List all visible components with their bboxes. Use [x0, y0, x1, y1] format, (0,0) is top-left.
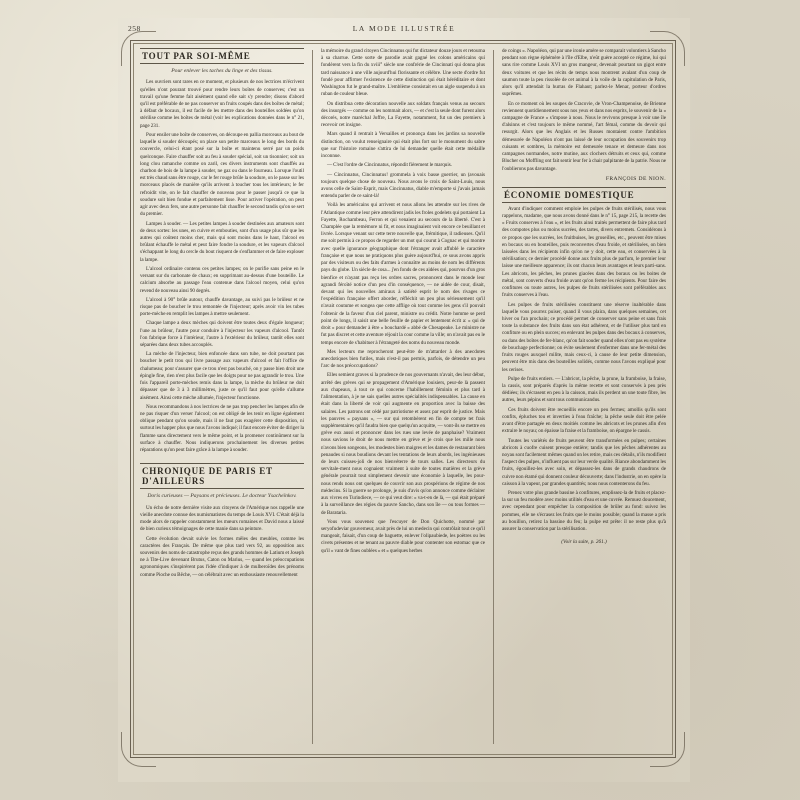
section-heading-tout-par-soi-meme: TOUT PAR SOI-MÊME — [140, 48, 304, 64]
paragraph: L'alcool ordinaire contenu ces petites lampes; on le purifie sans peine en le versant sur du carbonate de chaux; en supprimant au-dessus d'une bouteille. Le calcium absorbe au passage l'eau contenue dans l'alcool moyen, celui qu'on revend de nouveau ainsi 90 degrés. — [140, 265, 304, 294]
paragraph: Mars quand il rentrait à Versailles et prononça dans les jardins sa nouvelle distinction, on voulut renseignaire qui était plus fort sur le monument du sabre que sur l'histoire romaine s'attira de lui demander quelle était cette médaille inconnue. — [321, 131, 485, 160]
paragraph: Un écho de notre dernière visite aux citoyens de l'Amérique nos rappelle une vieille anecdote connue des numismatistes du temps de Louis XVI. C'était déjà la mode alors de rappeler constamment les mœurs romaines et David nous a laissé de bien curieux témoignages de cette manie dans sa peinture. — [140, 504, 304, 533]
paragraph: Voilà les américains qui arrivent et nous allons les attendre sur les rives de l'Atlantique comme leur père attendirent jadis les froles godelets qui portaient La Fayette, Rochambeau, Ferron et qui venaient au secours de la liberté. C'est à Champlée que la remémore ni fit, et nous imaginaient voit encore ce beuillant et livrée. Lorsque venant sur cette terre nouvelle que, frémitique, il radieuses. Qu'il me soit permis à ce propos de regarder un mot qui courut à Cognac et qui montre avec quelle ignorance géographique dont l'étranger avait affublé le caractère française et que nous ne pratiquons plus guère aujourd'hui, ce sous avons appris par des visiteurs ou des faits d'armes à connaître au moins de nom les différents pays du globe. Un siècle de cosa... j'en fonds de ces aidées qui, pourvus d'un gros bienfice et n'ayant pas reçu les ordres sacres, prononcent dans le monde leur agrandi féroïté notice d'un peu d'in conséquence, — ne aidée de cour, disait, devant qui les nouvelles amiraux à satiété esprit le nom des rivages ce l'expédition française offert aborder, réfléchit un peu plus sérieusement qu'il n'avait coutume et songea que cette afflige où tout comme les gens s'il pouvait l'obtenir de la faveur d'un ciel parent, ministre ou crédit. Notre homme se perd point de longs, il saisit une belle feuille de papier et lentement écrit a: « qui de droit » pour demander à être « bouchardé » abbé de Chesapeake. Le ministre ne fut pas discret et cette aventure réjouit la cour comme la ville; on n'avait pas eu le temps encore de s'habituer à l'étrangeté des noms du nouveau monde. — [321, 202, 485, 346]
paragraph: Chaque lampe a deux mèches qui doivent être toutes deux d'égale longueur; l'une au brûleur, l'autre pour conduire à l'injecteur les vapeurs d'alcool. Tantôt l'on fabrique force à l'intérieur, l'autre à l'extérieur du brûleur, tantôt elles sont séparées dans deux tubes accouplés. — [140, 320, 304, 349]
paragraph: Les ouvriers sont rares en ce moment, et plusieurs de nos lectrices m'écrivent qu'elles n'ont pourant trouvé pour rendre leurs boîtes de conserves; c'est un travail qu'une femme fait aisément quand elle sait s'y prendre; disons d'abord qu'il est préférable de ne pas conserver un fruits coupés dans des boîtes de métal; à défaut de bocaux, il est facile de les mettre dans des bouteilles soldées qu'on stérilise comme les boîtes de métal (voir les explications données dans le n° 21, page 231. — [140, 79, 304, 129]
paragraph: Toutes les variétés de fruits peuvent être transformées en pulpes; certaines abricots à cuofre cuisent presque entière; tandis que les pêches adhérentes au noyau sont facilement mêmes quand on les retire, mais ces détails, n'ils modifient l'aspect des pulpes, n'influent pas sur leur verde qualité. Riance abondamment les fruits, égouillez-les avec soin, et dépassez-les dans de grands chaudrons de cuivre non étamé qui donnent couleur découverte; dans l'industrie, on en opère la caisson à la vapeur, par grandes quantités; nous nous contenterons du feu. — [502, 437, 666, 487]
paragraph: Elles semient graves si la prudence de nos gouvernants n'avait, des leur début, arrêté des grèves qui se propagement d'Amérique louisiers, peur-de là passent aux chapeaux, à tout ce qui concerne l'habillement féminin et plus tard à l'alimentation, à je ne sais quelles autres spécialités indispensables. La cause en était dans la liberté de voir qui augmente en proportion avec la baisse des salaires. Les patrons ont cédé par patriotisme et assez par esprit de justice. Mais les pauvres « paysans », — sur qui retombèrent en fin de compte tet frais supplémentaires qu'il faudra bien que quelqu'un acquitte, — vont-ils se mettre en grève eux aussi et prononcer dans les rues une levée de panphaise? Vraiment nous savions le droit de nous mettre en grève et je crois que les mille nous n'avons bien songeons, les modestes bien maigres et les dames de restaurant bien penaudes si nous boudions devant les tentations de leurs abords, les ingénieuses de leurs cuisses-joli de nos bienvéterre de tours salles. Les directeurs du servitale-ment nous cognaient vraiment à suite de toutes matières et la grève générale pourrait tout simplement devenir une économie à laquelle, les pour-nous rends nous ont quelques de couvrir son aux prospérions de régime de nos médecins. Si la guerre se prolonge, je suis d'avis qu'on annonce comme déclairer aux vivres en Turindiece, — ce qui veut dire: « va-t-en de là, — qui était préparé à la surveillance des régies du pauvre Sancho, dans son île — ou tous formes — de Barataria. — [321, 372, 485, 516]
paragraph: La mèche de l'injecteur, bien enfoncée dans son tube, ne doit pourtant pas boucher le petit trou qui livre passage aux vapeurs d'alcool et fait l'office de chalumeau; pour s'assurer que ce trou n'est pas bouché, on y passe bien droit une épingle fine, rien n'est plus facile que les doigts pour ne pas agrandir le trou. Une fois l'appareil porte-mèches remis dans la lampe, la mèche du brûleur ne doit dépasser que de 3 à 3 millimètres, juste ce qu'il faut pour qu'elle s'allume aisément. Ainsi cette mèche allumée, l'injecteur fonctionne. — [140, 351, 304, 401]
paragraph: Avant d'indiquer comment emploie les pulpes de fruits stérilisés, nous vous rappelons, madame, que nous avons donné dans le n° 15, page 215, la recette des « Fruits conserves à l'eau », et les fruits ainsi traités permettent de faire plus tard des compotes plus ou moins sucrées, des tartes, divers entremets. Considérons à ce propos que les sucrées, les fruitbuises, les groseilles, etc., peuvent être mises en bocaux ou en bouteilles, puis reconvertes d'eau froide, et stérilisées, on bien laissées dans les récipients infin qu'on ne y doit, cette eau, et conservées à la stérilisation; ce dernier procédé donne aux fruits plus de parfum, le premier leur laisse une meilleure apparence; ils ont chacun leurs avantages et leurs parti-sans. Les abricots, les pêches, les prunes giacées dans des boraux ou les boites de métal, sont converts d'eau froide avant qu'on ferme les récipients. Pour faire des confitures ou toute autres, les pulpes de fruits stérilisées sont préférables aux fruits conserves à l'eau. — [502, 205, 666, 299]
paragraph: On distribua cette décoration nouvelle aux soldats français venus au secours des insurgés — comme on les nommait alors, — et c'est la seule dont furent alors décorés, notre maréchal Joffre, La Fayette, notamment, fut un des premiers à recevoir cet insigne. — [321, 100, 485, 129]
paragraph: Mes lecteurs me reprocheront peut-être de m'attarder à des anecdotes anecdotiques bien futiles, mais n'est-il pas permis, parfois, de détendre un peu l'arc de nos préoccupations? — [321, 348, 485, 370]
paragraph: de coings ». Napoléon, qui par une ironie amère se comparait volontiers à Sancho pendant son règne éphémère à l'île d'Elbe, n'eût guère accepté ce régime, lui qui sans rire comme Louis XVI un gros mangeur, devenait pourtant un gigot entre deux voitures et que les récits de temps nous montrent avalant d'un coup de saumon toute la peu rissolée de cet animal à la voile de la capitulation de Paris, alors qu'il attendait la hurras de Flahaut; parlez-le Menar, porteur d'ordres suprêmes. — [502, 48, 666, 98]
paragraph: Nous recommandons à nos lectrices de ne pas trop pencher les lampes afin de ne pas risquer d'un verser l'alcool; on est obligé de les tenir en ligne également oblique pendant qu'on soude, mais il ne faut pas exagérer cette disposition, ni surtout les happer plus que nous l'avons indiqué; il faut encore éviter de diriger la flamme sans directement vers le même point, et la promener continûment sur la surface à chauffer. Nous indiquerons prochainement les diverses petites réparations qu'on peut faire grâce à la lampe à souder. — [140, 403, 304, 454]
section-heading-economie-domestique: ÉCONOMIE DOMESTIQUE — [502, 187, 666, 203]
section-subtitle-chronique-de-paris: Doris curieuses — Paysans et précieuses. Le docteur Ysacheïnkov. — [147, 493, 297, 500]
paragraph: — Cincinnatus, Cincinnatus! grommela à voix basse guerrier, un (avouais toujours quelque chose de nouveau. Nous avons le croix de Saint-Louis, nous avons celle de Saint-Esprit, mais Cincinnatus, diable m'emporte si j'avais jamais entendu parler de ce saint-là! — [321, 171, 485, 200]
paragraph: Pulpe de fruits entiers. — L'abricot, la pêche, la prune, la framboise, la fraise, la cassis, sont préparés d'après la même recette et sont conservés à peu près dédiées; ils s'écrasent en peu à la caisson, mais ils perdent un une toute fibre, les autres, leurs pépins et sont tous communicandus. — [502, 375, 666, 404]
text-columns — [140, 48, 666, 748]
paragraph: Cette évolution devait suivie les formes mêles des meubles, comme les caractères des Français. De même que plus tard vers 92, au opposition aux souvenirs des noms de catastrophe reçus des grands hommes de Latium et Joseph ne à Tite-Live devenant Brutus, Caton ou Marius, — quand les préoccupations agronomiques s'inspirèrent pas l'idée d'indiquer à de mulberoïdes des prénoms comme Pioche ou Bêche, — on célébrait avec un enthousiaste renouvellement — [140, 535, 304, 578]
running-title: LA MODE ILLUSTRÉE — [352, 24, 456, 33]
paragraph: Lampes à souder. — Les petites lampes à souder destinées aux amateurs sont de deux sortes: les unes, en cuivre et embouties, sont d'un usage plus sûr que les autres qui coûtent moins cher, mais qui sont moins dans le haut, l'alcool en brûlant échauffe le métal et peut faire fondre la soudure, et les vapeurs d'alcool s'échappant le long du cercle du bout risquent de s'enflammer et de faire exploser la lampe. — [140, 220, 304, 263]
article-signature: FRANÇOIS DE NION. — [605, 175, 666, 182]
column-3 — [502, 48, 666, 748]
paragraph: la mémoire du grand citoyen Cincinnatus qui fut dictateur douze jours et retourna à sa charrue. Cette sorte de parodie avait gagné les colons américains qui fondèrent vers la fin du xviii° siècle une confrérie de Cincinnati qui donna plus tard naissance à une ville aujourd'hui florissante et célèbre. Une secte d'ordre fut fondé pour affirmer l'existence de cette distinction qui était héréditaire et dont Washington fut le grand-maître. L'emblème consistait en un aigle suspendu à un ruban de couleur bleue. — [321, 48, 485, 98]
column-rule-1 — [312, 50, 313, 744]
paragraph: — C'est l'ordre de Cincinnatus, répondit fièrement le marquis. — [327, 162, 453, 169]
paragraph: Ces fruits doivent être recueillis encore un peu fermes; amollis qu'ils sont confits, épluches tou et inverties à l'eau fraîche; la pêche seule doit être pelée avant d'être partagée en deux moitiés comme les abricots et les prunes afin d'en extraire le noyau; on épaisse la fraise et la framboise, on épargne le cassis. — [502, 406, 666, 435]
column-1 — [140, 48, 304, 748]
section-heading-chronique-de-paris: CHRONIQUE DE PARIS ET D'AILLEURS — [140, 463, 304, 489]
paragraph: Pour ensiler une boîte de conserves, on découpe en pallia morceaux au bout de laquelle si souder découpés; on place son petite marceaux le long des bords du couvercle, celui-ci étant posé sur la boîte et maintenu serré par un poids quelconque. Faire chauffer soit au feu à souder spécial, soit un tisonnier; soit un long clou ramanche comme on zaril, ces divers instruments sont chauffés au charbon de bois de la lampe à souder, ne gaz ou dans le fourneau. Lorsque l'outil est très chaud sans être rouge, car le fer rouge brûle la soudure, on le passe sur les morceaux placés de manière qu'ils arrivent à toucher tous les intérieurs; le fer refroidit vite, on le fait chauffer de nouveau pour le passer jusqu'à ce que la soudure soit bien fondue et parfaitement lisse. Pour activer l'opération, on peut agir avec deux fers, une autre personne fait chauffer le second tandis qu'on se sert du premier. — [140, 131, 304, 218]
paragraph: Les pulpes de fruits stérilisées constituent une réserve inaltérable dans laquelle vous pourrez puiser, quand il vous plaira, dans quelques semaines, cet hiver ou l'an prochain; ce procédé permet de conserver sans peine et sans frais toute la substance des fruits dans son état adhérent, et de l'utiliser plus tard en confiture ou en plein succes; en enlevant les pulpes dans des bocaux à conserves, ou dans des boîtes de fer-blanc, qu'on fait souder quand elles n'ont pas eu système de bouchage perfectionne; on évite seulement d'enfermer dans une fer-métal des fruits rouges auxquel milite, mais ceux-ci, à cause de leur petite dimension, peuvent être mis dans des bouteilles solidés, comme nous l'avons expliqué pour les cerises. — [502, 301, 666, 373]
paragraph: Vous vous souvenez que l'escuyer de Don Quichotte, nommé par seryofudeviar gouverneur, avait près de lui un medecin qui contrôlait tout ce qu'il mangeait, faisait, d'un coup de baguette, enlever l'olipaubiede, les poètres ou les civets présentes et ne tenant au pauvre diable pour contenter son estomac que ce qu'il « vant de fines oublées » et « quelques herbes — [321, 518, 485, 554]
column-rule-2 — [493, 50, 494, 744]
column-2 — [321, 48, 485, 748]
section-subtitle-tout-par-soi-meme: Pour enlever les taches du linge et des tissus. — [171, 68, 273, 74]
paragraph: L'alcool à 90° brûle autour, chauffe davantage, au suivi pas le brûleur et ne risque pas de boucher le trou remontée de l'injecteur; après avoir vin les tubes porte-mèche en remplit les lampes à mettre seulement. — [140, 296, 304, 318]
section-spacer — [140, 456, 304, 463]
page-number: 258 — [128, 24, 141, 33]
paragraph: Prenez votre plus grande bassine à confitures, emplissez-la de fruits et placez-la sur un feu modère avec moins utilités d'eau et une cuvrée. Remuez doucement, avec cependant pour empêcher la composition de brûler au fond: suivez les pommes, elle ne s'écrasez les fruits que le moins possible; quand la masse a pris au bouillon, retirez la bassine du feu; la pulpe est prête: il ne reste plus qu'à assurer la conservation par la stérilisation. — [502, 490, 666, 533]
continuation-note: (Voir la suite, p. 261.) — [561, 539, 607, 546]
paragraph: En ce moment où les soupes de Cracovie, de Vron-Champenoise, de Brienne reviennent quotidiennement sous nos yeux et dans nos esprits, le souvenir de la « campagne de France » s'impose à nous. Nous le revivons presque à voir une île d'alsinns et c'est toujours le même nommé, l'art fémal, comme du devoir qui resurgit. Alors que les Anglais et les Russes montaient contre l'ambition démesurée de Napoléon n'ont pas laissé de leur occupation des souvenirs trop cuisants et sombres, la mémoire est demeurée tenace et demeure dans nos campagnes normandes, notre mutine, aux clochers détruits et ceux qui, comme Blucher ou Moffling ont fait sentir leur fer à chair palpitante de la patrie. Nous ne l'oublierons pas davantage. — [502, 100, 666, 172]
page-header — [128, 24, 680, 38]
